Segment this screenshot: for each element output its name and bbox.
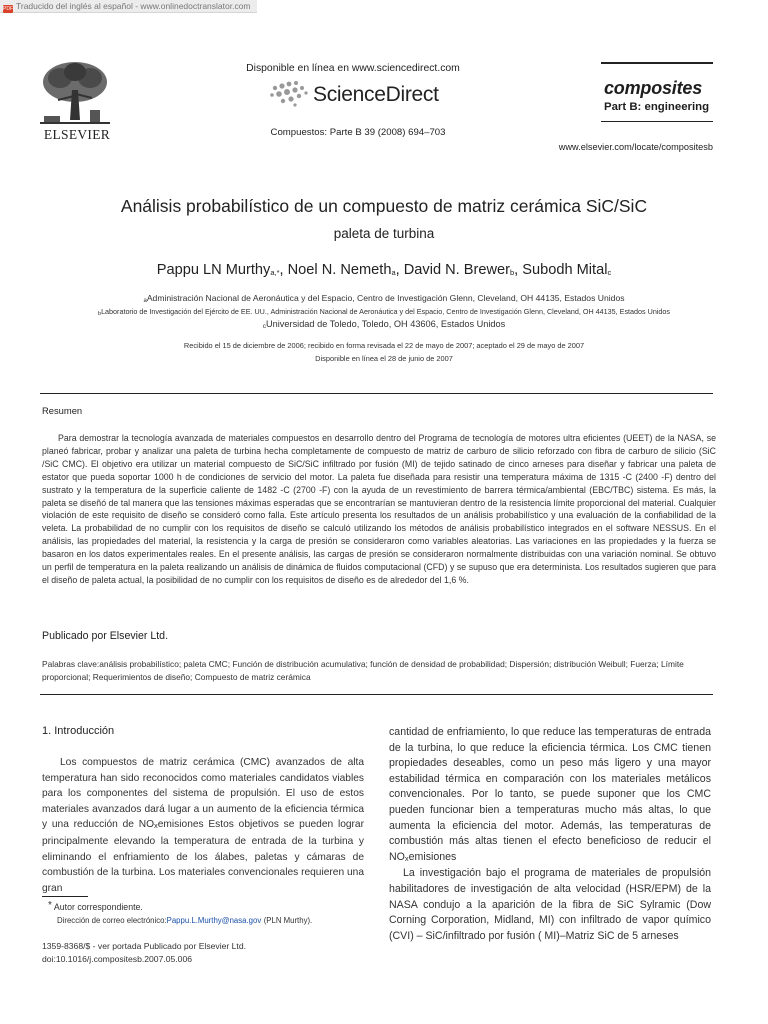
elsevier-logo xyxy=(38,60,116,142)
journal-bottom-rule xyxy=(601,121,713,122)
footnote-email-link[interactable]: Pappu.L.Murthy@nasa.gov xyxy=(166,916,262,925)
author-affiliation: b xyxy=(510,268,515,277)
footnote xyxy=(48,899,368,927)
affiliation-key: c xyxy=(262,323,267,330)
journal-top-rule xyxy=(601,62,713,64)
affiliation-key: b xyxy=(98,311,102,317)
sciencedirect-wordmark: ScienceDirect xyxy=(313,83,439,106)
elsevier-tree-icon xyxy=(38,60,112,126)
author-name: Noel N. Nemeth xyxy=(287,262,392,278)
publisher-name: ELSEVIER xyxy=(43,127,111,142)
sciencedirect-dots-icon xyxy=(267,78,311,110)
journal-name: composites xyxy=(604,78,703,98)
author-affiliation: c xyxy=(607,268,612,277)
intro-col1-text-a: Los compuestos de matriz cerámica (CMC) avanzados de alta temperatura han sido reconocidos como materiales candidatos viables para los componentes del sistema de propulsión. El uso de estos materiales avanzados dará lugar a un aumento de la eficiencia térmica y una reducción de NO xyxy=(42,757,364,831)
intro-col2-text-b: emisiones xyxy=(408,850,457,863)
affiliation-a xyxy=(40,293,728,304)
journal-url[interactable]: www.elsevier.com/locate/compositesb xyxy=(558,142,713,152)
footnote-rule xyxy=(42,896,88,897)
online-date: Disponible en línea el 28 de junio de 2007 xyxy=(315,354,453,363)
journal-citation: Compuestos: Parte B 39 (2008) 694–703 xyxy=(270,127,446,138)
author-name: Subodh Mital xyxy=(522,262,608,278)
journal-part: Part B: engineering xyxy=(604,101,710,113)
abstract-heading: Resumen xyxy=(42,405,83,416)
footnote-author: Autor correspondiente. xyxy=(53,902,143,912)
author-list: Pappu LN Murthy$_{a,*}$, Noel N. Nemeth$_a$, David N. Brewer$_b$, Subodh Mital$_c$ xyxy=(156,262,612,278)
footnote-email-label: Dirección de correo electrónico: xyxy=(57,916,167,925)
intro-col2-sub: x xyxy=(404,853,409,863)
author-name: Pappu LN Murthy xyxy=(156,262,271,278)
keywords: Palabras clave:análisis probabilístico; paleta CMC; Función de distribución acumulativa; función de densidad de probabilidad; Dispersión; distribución Weibull; Fuerza; Límite proporcional; Requerimientos de diseño; Compuesto de matriz cerámica xyxy=(42,659,684,682)
abstract-body xyxy=(42,432,716,587)
intro-column-1 xyxy=(42,755,364,896)
author-affiliation: a xyxy=(391,268,396,277)
received-dates: Recibido el 15 de diciembre de 2006; recibido en forma revisada el 22 de mayo de 2007; aceptado el 29 de mayo de 2007 xyxy=(183,341,585,350)
affiliation-c xyxy=(40,319,728,330)
abstract-bottom-rule xyxy=(40,694,713,695)
available-online: Disponible en línea en www.sciencedirect.com xyxy=(246,63,460,74)
intro-col2-paragraph-2: La investigación bajo el programa de materiales de propulsión habilitadores de investigación de alta velocidad (HSR/EPM) de la NASA condujo a la aparición de la fibra de SiC Sylramic (Dow Corning Corporation, Midland, MI) con infiltrado de vapor químico (CVI) – SiC/infiltrado por fusión ( MI)–Matriz SiC de 5 arneses xyxy=(389,867,711,942)
author-name: David N. Brewer xyxy=(403,262,510,278)
intro-col1-text-b: emisiones Estos objetivos se pueden lograr principalmente elevando la temperatura de entrada de la turbina y eliminando el enfriamiento de los álabes, paletas y cámaras de combustión de la turbina. Los materiales convencionales requieren una gran xyxy=(42,819,364,894)
published-by: Publicado por Elsevier Ltd. xyxy=(42,630,169,642)
affiliation-text: Universidad de Toledo, Toledo, OH 43606, Estados Unidos xyxy=(266,319,506,329)
intro-col2-text-a: cantidad de enfriamiento, lo que reduce las temperaturas de entrada de la turbina, lo que reduce la eficiencia térmica. Los CMC tienen propiedades deseables, como un peso más ligero y una mayor estabilidad térmica en comparación con los materiales metálicos convencionales. Por lo tanto, se puede suponer que los CMC pueden funcionar bien a temperaturas mucho más altas, lo que aumenta la eficiencia del motor. Además, las temperaturas de combustión más altas tienen el efecto beneficioso de reducir el NO xyxy=(389,726,711,863)
translator-banner-text: Traducido del inglés al español - www.onlinedoctranslator.com xyxy=(16,1,251,11)
issn-line: 1359-8368/$ - ver portada Publicado por Elsevier Ltd. xyxy=(42,941,246,951)
intro-column-2 xyxy=(389,725,711,944)
abstract-top-rule xyxy=(40,393,713,394)
affiliation-b xyxy=(40,307,728,317)
doi-line[interactable]: doi:10.1016/j.compositesb.2007.05.006 xyxy=(42,954,193,964)
abstract-text: Para demostrar la tecnología avanzada de materiales compuestos en desarrollo dentro del Programa de tecnología de motores ultra eficientes (UEET) de la NASA, se planeó fabricar, probar y analizar una paleta de turbina hecha completamente de compuesto de matriz de carburo de silicio reforzado con fibra de carburo de silicio (SiC /SiC CMC). El objetivo era utilizar un material compuesto de SiC/SiC infiltrado por fusión (MI) de tejido satinado de cinco arneses para diseñar y fabricar una paleta de estator que pueda soportar 1000 h de condiciones de servicio del motor. La paleta fue diseñada para resistir una temperatura máxima de 1315 -C (2400 -F) dentro del sustrato y la temperatura de la superficie caliente de 1482 -C (2700 -F) con la ayuda de un revestimiento de barrera térmica/ambiental (EBC/TBC) sistema. Es más, la paleta se diseñó de tal manera que las tensiones máximas esperadas que se encontrarían se mantuvieran dentro de la resistencia límite proporcional del material. Cualquier violación de este requisito de diseño se consideró como falla. Este artículo presenta los resultados de un análisis probabilístico y una evaluación de la confiabilidad de la veleta. La probabilidad de no cumplir con los requisitos de diseño se calculó utilizando los métodos de análisis probabilístico integrados en el software NESSUS. En el análisis, las propiedades del material, la resistencia y la carga de presión se consideraron como variables aleatorias. Las variaciones en las propiedades y la fuerza se basaron en los datos experimentales reales. En el presente análisis, las cargas de presión se consideraron normalmente distribuidas con una variación nominal. Se obtuvo un perfil de temperatura en la paleta realizando un análisis de dinámica de fluidos computacional (CFD) y se supuso que era determinista. Los resultados sugieren que para el diseño de paleta actual, la posibilidad de no cumplir con los requisitos de diseño es de alrededor del 1,6 %. xyxy=(42,433,716,585)
footnote-mark: * xyxy=(48,900,52,911)
affiliation-key: a xyxy=(143,298,147,304)
footnote-email-suffix: (PLN Murthy). xyxy=(263,916,313,925)
intro-col1-sub: x xyxy=(154,821,158,831)
translator-banner[interactable] xyxy=(0,0,257,13)
article-title-line2: paleta de turbina xyxy=(333,226,435,241)
affiliation-text: Administración Nacional de Aeronáutica y del Espacio, Centro de Investigación Glenn, Cleveland, OH 44135, Estados Unidos xyxy=(146,293,625,303)
translator-icon: PDF xyxy=(3,6,13,12)
intro-heading: 1. Introducción xyxy=(42,725,115,737)
author-affiliation: a,* xyxy=(270,268,280,277)
article-title: Análisis probabilístico de un compuesto de matriz cerámica SiC/SiC xyxy=(120,196,648,216)
affiliation-text: Laboratorio de Investigación del Ejército de EE. UU., Administración Nacional de Aeronáutica y del Espacio, Centro de Investigación Glenn, Cleveland, OH 44135, Estados Unidos xyxy=(101,307,670,316)
sciencedirect-logo xyxy=(267,78,457,110)
